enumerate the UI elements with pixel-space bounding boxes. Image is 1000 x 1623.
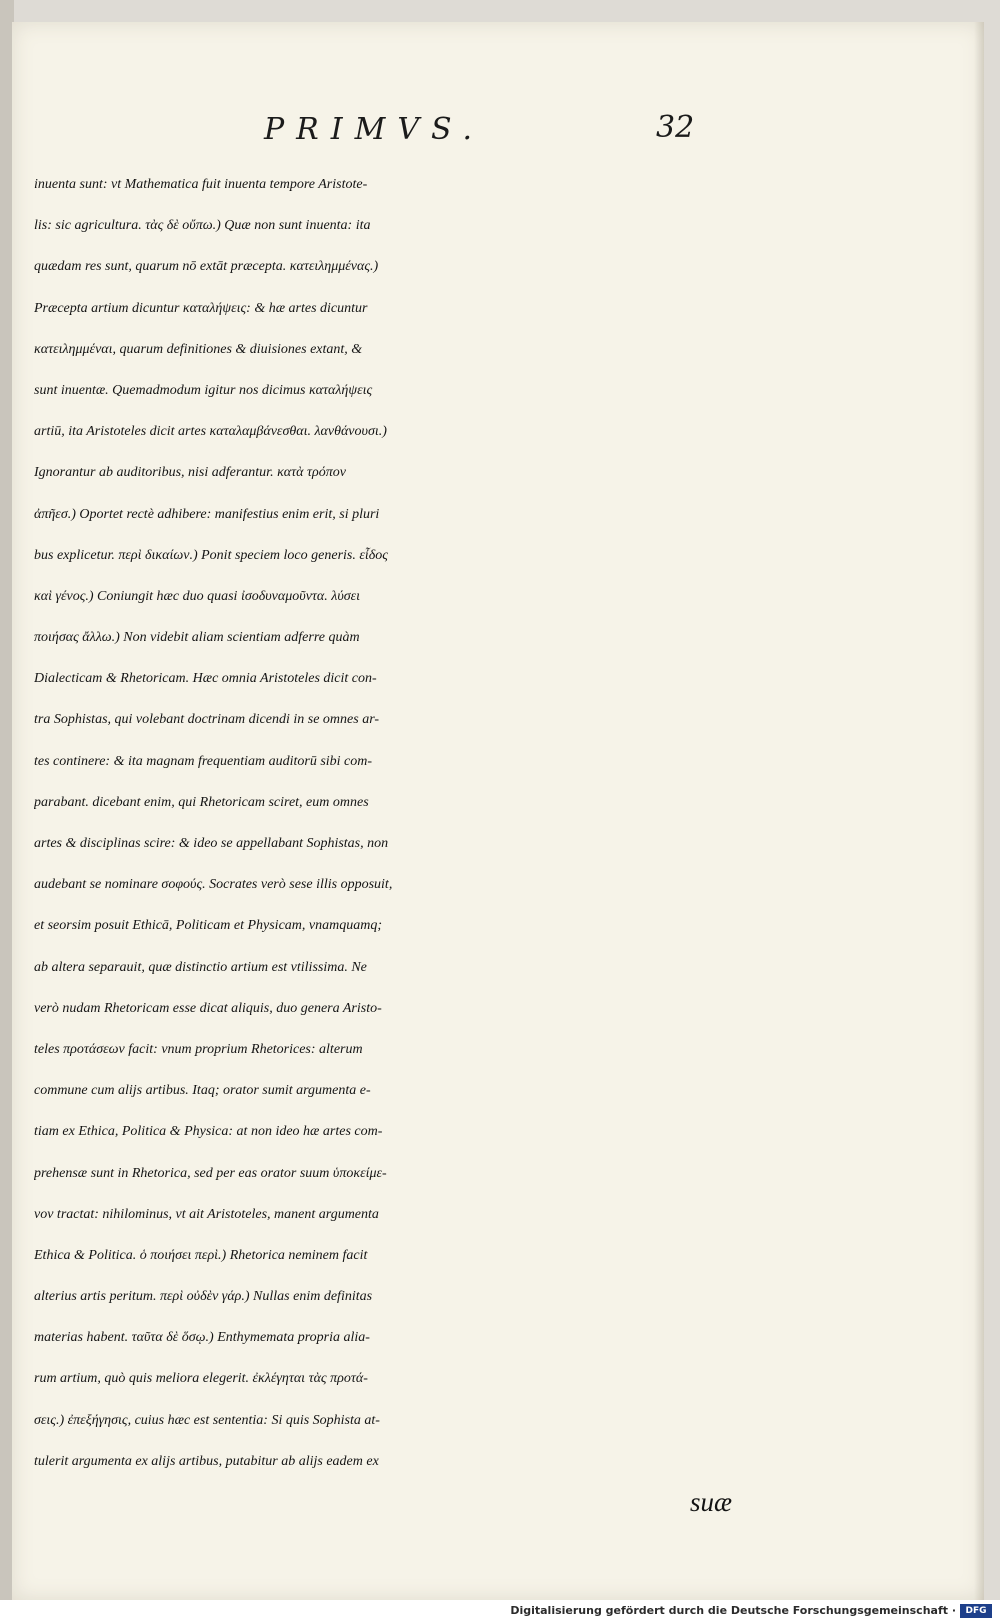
text-line: κατειλημμέναι, quarum definitiones & diuisiones extant, & <box>34 341 363 357</box>
text-line: teles προτάσεων facit: vnum proprium Rhetorices: alterum <box>34 1041 363 1057</box>
text-line: tiam ex Ethica, Politica & Physica: at non ideo hæ artes com- <box>34 1124 383 1140</box>
text-line: rum artium, quò quis meliora elegerit. ἐκλέγηται τὰς προτά- <box>34 1371 368 1387</box>
dfg-logo-icon: DFG <box>960 1604 992 1618</box>
text-line: tulerit argumenta ex alijs artibus, putabitur ab alijs eadem ex <box>34 1453 379 1469</box>
running-head <box>12 108 984 158</box>
text-line: ποιήσας ἄλλω.) Non videbit aliam scientiam adferre quàm <box>34 630 360 646</box>
running-title: PRIMVS. <box>264 112 485 147</box>
text-line: sunt inuentæ. Quemadmodum igitur nos dicimus καταλήψεις <box>34 382 373 398</box>
text-line: tra Sophistas, qui volebant doctrinam dicendi in se omnes ar- <box>34 712 380 728</box>
digitization-footer <box>0 1600 1000 1623</box>
text-line: Præcepta artium dicuntur καταλήψεις: & hæ artes dicuntur <box>34 300 368 316</box>
text-line: prehensæ sunt in Rhetorica, sed per eas orator suum ὑποκείμε- <box>34 1165 387 1181</box>
text-block <box>34 164 744 1523</box>
text-line: καὶ γένος.) Coniungit hæc duo quasi ἰσοδυναμοῦντα. λύσει <box>34 588 361 604</box>
catchword: suæ <box>689 1487 732 1517</box>
text-line: verò nudam Rhetoricam esse dicat aliquis, duo genera Aristo- <box>34 1000 382 1016</box>
text-line: Ignorantur ab auditoribus, nisi adferantur. κατὰ τρόπον <box>34 465 346 481</box>
text-line: Ethica & Politica. ὁ ποιήσει περὶ.) Rhetorica neminem facit <box>34 1247 368 1263</box>
text-line: νον tractat: nihilominus, vt ait Aristoteles, manent argumenta <box>34 1206 379 1222</box>
text-line: lis: sic agricultura. τὰς δὲ οὔπω.) Quæ non sunt inuenta: ita <box>34 218 371 234</box>
footer-credit: Digitalisierung gefördert durch die Deutsche Forschungsgemeinschaft · <box>510 1604 956 1617</box>
text-line: materias habent. ταῦτα δὲ ὅσῳ.) Enthymemata propria alia- <box>34 1330 370 1346</box>
text-line: commune cum alijs artibus. Itaq; orator sumit argumenta e- <box>34 1083 371 1099</box>
text-line: artes & disciplinas scire: & ideo se appellabant Sophistas, non <box>34 836 389 851</box>
text-line: tes continere: & ita magnam frequentiam auditorū sibi com- <box>34 753 373 769</box>
text-line: ab altera separauit, quæ distinctio artium est vtilissima. Ne <box>34 959 367 975</box>
text-line: quædam res sunt, quarum nō extāt præcepta. κατειλημμένας.) <box>34 259 379 275</box>
text-line: audebant se nominare σοφούς. Socrates verò sese illis opposuit, <box>34 877 393 893</box>
text-line: inuenta sunt: vt Mathematica fuit inuenta tempore Aristote- <box>34 177 368 192</box>
text-line: artiū, ita Aristoteles dicit artes καταλαμβάνεσθαι. λανθάνουσι.) <box>34 424 387 440</box>
text-line: Dialecticam & Rhetoricam. Hæc omnia Aristoteles dicit con- <box>34 671 377 687</box>
book-page <box>12 22 984 1600</box>
text-line: ἀπῆεσ.) Oportet rectè adhibere: manifestius enim erit, si pluri <box>34 506 380 522</box>
text-line: σεις.) ἐπεξήγησις, cuius hæc est sententia: Si quis Sophista at- <box>34 1412 380 1428</box>
text-line: et seorsim posuit Ethicā, Politicam et Physicam, vnamquamq; <box>34 918 382 934</box>
text-line: alterius artis peritum. περὶ οὐδὲν γάρ.) Nullas enim definitas <box>34 1289 373 1305</box>
text-line: bus explicetur. περὶ δικαίων.) Ponit speciem loco generis. εἶδος <box>34 547 388 563</box>
page-number: 32 <box>656 110 695 145</box>
text-line: parabant. dicebant enim, qui Rhetoricam sciret, eum omnes <box>34 794 369 810</box>
